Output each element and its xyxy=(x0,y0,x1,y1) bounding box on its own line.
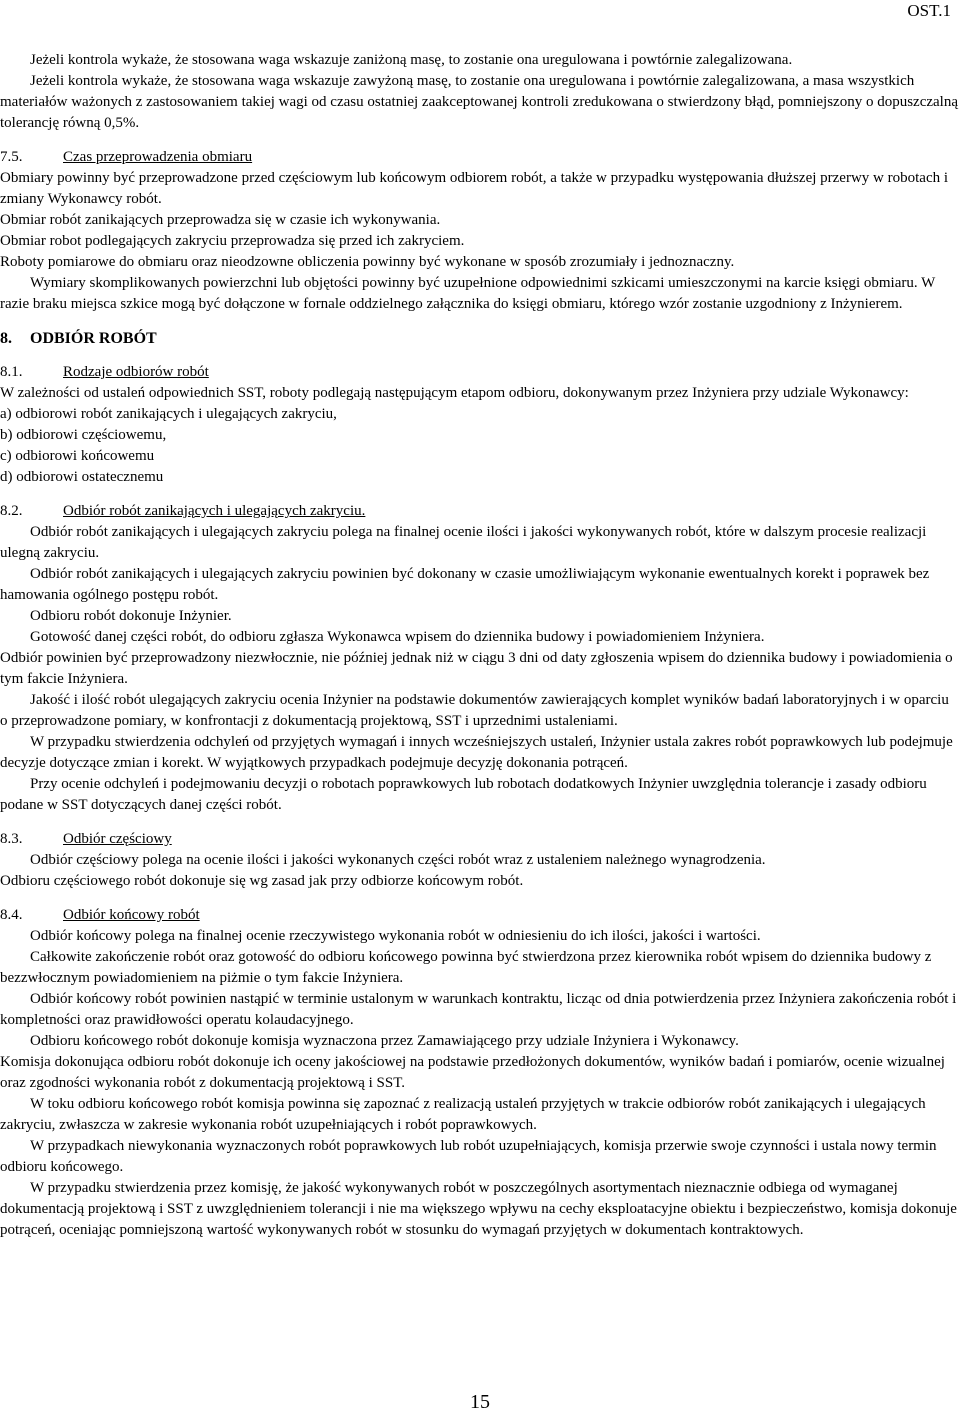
document-code: OST.1 xyxy=(907,1,951,20)
page-content xyxy=(0,50,958,1241)
list-item: b) odbiorowi częściowemu, xyxy=(0,427,167,443)
paragraph: Roboty pomiarowe do obmiaru oraz nieodzowne obliczenia powinny być wykonane w sposób zrozumiały i jednoznaczny. xyxy=(0,254,735,270)
section-title: Czas przeprowadzenia obmiaru xyxy=(63,149,253,165)
paragraph: Komisja dokonująca odbioru robót dokonuje ich oceny jakościowej na podstawie przedłożonych dokumentów, wyników badań i pomiarów, ocenie wizualnej oraz zgodności wykonania robót z dokumentacją projektową i SST. xyxy=(0,1054,945,1091)
paragraph: Wymiary skomplikowanych powierzchni lub objętości powinny być uzupełnione odpowiednimi szkicami umieszczonymi na karcie księgi obmiaru. W razie braku miejsca szkice mogą być dołączone w fornale oddzielnego załącznika do księgi obmiaru, którego wzór zostanie uzgodniony z Inżynierem. xyxy=(0,275,935,312)
paragraph: Jeżeli kontrola wykaże, że stosowana waga wskazuje zawyżoną masę, to zostanie ona uregulowana i powtórnie zalegalizowana, a masa wszystkich materiałów ważonych z zastosowaniem takiej wagi od czasu ostatniej zaakceptowanej kontroli zredukowana o stwierdzony błąd, pomniejszony o dopuszczalną tolerancję równą 0,5%. xyxy=(0,73,959,131)
section-heading xyxy=(0,147,958,168)
section-heading xyxy=(0,501,958,522)
paragraph: Odbiór powinien być przeprowadzony niezwłocznie, nie później jednak niż w ciągu 3 dni od daty zgłoszenia wpisem do dziennika budowy i powiadomienia o tym fakcie Inżyniera. xyxy=(0,650,953,687)
section-heading xyxy=(0,905,958,926)
page-number: 15 xyxy=(470,1391,490,1413)
section-number: 8.4. xyxy=(0,907,23,923)
section-heading xyxy=(0,362,958,383)
section-title: Odbiór robót zanikających i ulegających zakryciu. xyxy=(63,503,366,519)
section-number: 8.3. xyxy=(0,831,23,847)
section-title: Odbiór końcowy robót xyxy=(63,907,200,923)
paragraph: Odbiór robót zanikających i ulegających zakryciu polega na finalnej ocenie ilości i jakości wykonywanych robót, które w dalszym procesie realizacji ulegną zakryciu. xyxy=(0,524,927,561)
paragraph: W przypadku stwierdzenia przez komisję, że jakość wykonywanych robót w poszczególnych asortymentach nieznacznie odbiega od wymaganej dokumentacją projektową i SST z uwzględnieniem tolerancji i nie ma większego wpływu na cechy eksploatacyjne obiektu i bezpieczeństwo, komisja dokonuje potrąceń, oceniając pomniejszoną wartość wykonywanych robót w stosunku do wymagań przyjętych w dokumentach kontraktowych. xyxy=(0,1180,957,1238)
list-item: a) odbiorowi robót zanikających i ulegających zakryciu, xyxy=(0,406,337,422)
section-title: Rodzaje odbiorów robót xyxy=(63,364,209,380)
section-title: Odbiór częściowy xyxy=(63,831,172,847)
paragraph: Odbioru robót dokonuje Inżynier. xyxy=(30,608,232,624)
chapter-title: ODBIÓR ROBÓT xyxy=(30,330,157,347)
paragraph: Odbiór końcowy polega na finalnej ocenie rzeczywistego wykonania robót w odniesieniu do ich ilości, jakości i wartości. xyxy=(30,928,761,944)
section-number: 8.1. xyxy=(0,364,23,380)
paragraph: Jakość i ilość robót ulegających zakryciu ocenia Inżynier na podstawie dokumentów zawierających komplet wyników badań laboratoryjnych i w oparciu o przeprowadzone pomiary, w konfrontacji z dokumentacją projektową, SST i uprzednimi ustaleniami. xyxy=(0,692,949,729)
list-item: c) odbiorowi końcowemu xyxy=(0,448,155,464)
paragraph: Obmiar robót zanikających przeprowadza się w czasie ich wykonywania. xyxy=(0,212,441,228)
section-heading xyxy=(0,829,958,850)
paragraph: Przy ocenie odchyleń i podejmowaniu decyzji o robotach poprawkowych lub robotach dodatkowych Inżynier uwzględnia tolerancje i zasady odbioru podane w SST dotyczących danej części robót. xyxy=(0,776,927,813)
paragraph: W toku odbioru końcowego robót komisja powinna się zapoznać z realizacją ustaleń przyjętych w trakcie odbiorów robót zanikających i ulegających zakryciu, zwłaszcza w zakresie wykonania robót uzupełniających i robót poprawkowych. xyxy=(0,1096,926,1133)
paragraph: Obmiary powinny być przeprowadzone przed częściowym lub końcowym odbiorem robót, a także w przypadku występowania dłuższej przerwy w robotach i zmiany Wykonawcy robót. xyxy=(0,170,949,207)
paragraph: Gotowość danej części robót, do odbioru zgłasza Wykonawca wpisem do dziennika budowy i powiadomieniem Inżyniera. xyxy=(30,629,765,645)
section-number: 8.2. xyxy=(0,503,23,519)
paragraph: Odbiór robót zanikających i ulegających zakryciu powinien być dokonany w czasie umożliwiającym wykonanie ewentualnych korekt i poprawek bez hamowania ogólnego postępu robót. xyxy=(0,566,930,603)
paragraph: W zależności od ustaleń odpowiednich SST, roboty podlegają następującym etapom odbioru, dokonywanym przez Inżyniera przy udziale Wykonawcy: xyxy=(0,385,909,401)
chapter-number: 8. xyxy=(0,330,12,347)
section-number: 7.5. xyxy=(0,149,23,165)
paragraph: Odbiór końcowy robót powinien nastąpić w terminie ustalonym w warunkach kontraktu, licząc od dnia potwierdzenia przez Inżyniera zakończenia robót i kompletności oraz prawidłowości operatu kolaudacyjnego. xyxy=(0,991,957,1028)
paragraph: Jeżeli kontrola wykaże, że stosowana waga wskazuje zaniżoną masę, to zostanie ona uregulowana i powtórnie zalegalizowana. xyxy=(30,52,793,68)
paragraph: W przypadkach niewykonania wyznaczonych robót poprawkowych lub robót uzupełniających, komisja przerwie swoje czynności i ustala nowy termin odbioru końcowego. xyxy=(0,1138,937,1175)
paragraph: W przypadku stwierdzenia odchyleń od przyjętych wymagań i innych wcześniejszych ustaleń, Inżynier ustala zakres robót poprawkowych lub podejmuje decyzje dotyczące zmian i korekt. W wyjątkowych przypadkach podejmuje decyzję dokonania potrąceń. xyxy=(0,734,953,771)
paragraph: Odbioru częściowego robót dokonuje się wg zasad jak przy odbiorze końcowym robót. xyxy=(0,873,524,889)
paragraph: Odbioru końcowego robót dokonuje komisja wyznaczona przez Zamawiającego przy udziale Inżyniera i Wykonawcy. xyxy=(30,1033,739,1049)
paragraph: Całkowite zakończenie robót oraz gotowość do odbioru końcowego powinna być stwierdzona przez kierownika robót wpisem do dziennika budowy z bezzwłocznym powiadomieniem na piżmie o tym fakcie Inżyniera. xyxy=(0,949,932,986)
paragraph: Obmiar robot podlegających zakryciu przeprowadza się przed ich zakryciem. xyxy=(0,233,465,249)
paragraph: Odbiór częściowy polega na ocenie ilości i jakości wykonanych części robót wraz z ustaleniem należnego wynagrodzenia. xyxy=(30,852,766,868)
chapter-heading xyxy=(0,328,958,349)
list-item: d) odbiorowi ostatecznemu xyxy=(0,469,164,485)
